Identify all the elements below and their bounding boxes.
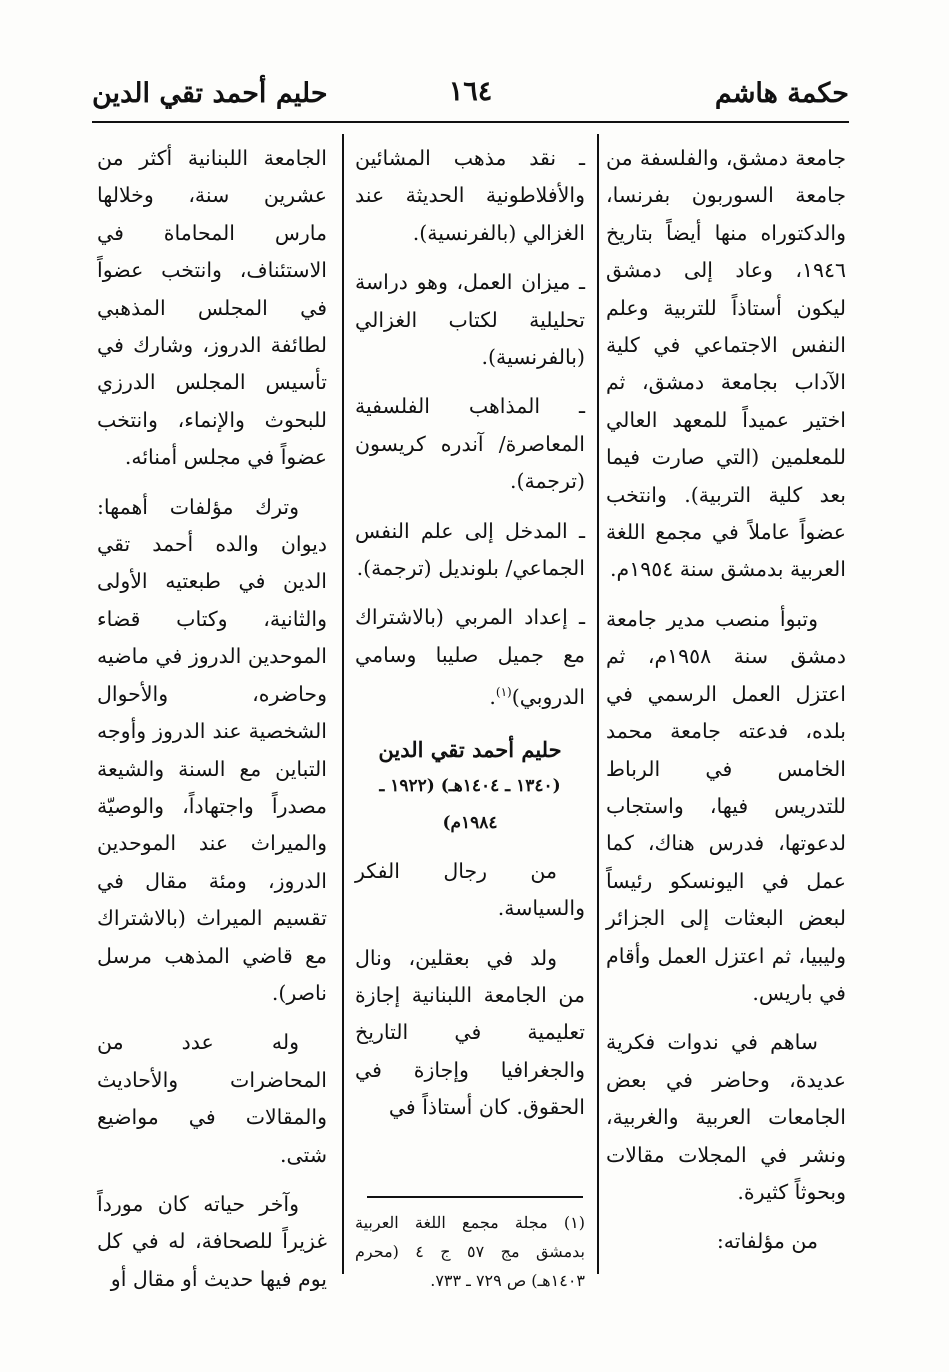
biography-dates: (١٣٤٠ ـ ١٤٠٤هـ) (١٩٢٢ ـ ١٩٨٤م) [379,775,561,834]
list-item [355,599,585,716]
paragraph: ساهم في ندوات فكرية عديدة، وحاضر في بعض الجامعات العربية والغربية، ونشر في المجلات مقالات وبحوثاً كثيرة. [606,1030,846,1204]
paragraph: وله عدد من المحاضرات والأحاديث والمقالات في مواضيع شتى. [97,1030,327,1167]
list-item: ـ نقد مذهب المشائين والأفلاطونية الحديثة عند الغزالي (بالفرنسية). [355,146,585,245]
paragraph: وتبوأ منصب مدير جامعة دمشق سنة ١٩٥٨م، ثم اعتزل العمل الرسمي في بلده، فدعته جامعة محمد الخامس في الرباط للتدريس فيها، واستجاب لدعوتها، فدرس هناك، كما عمل في اليونسكو رئيساً لبعض البعثات إلى الجزائر وليبيا، ثم اعتزل العمل وأقام في باريس. [606,606,846,1005]
column-left [97,140,327,1310]
column-divider-left [342,134,344,1274]
running-header [92,72,849,116]
works-heading: من مؤلفاته: [716,1229,818,1254]
header-rule [92,121,849,123]
list-item: ـ ميزان العمل، وهو دراسة تحليلية لكتاب الغزالي (بالفرنسية). [355,270,585,370]
footnote: (١) مجلة مجمع اللغة العربية بدمشق مج ٥٧ ج ٤ (محرم ١٤٠٣هـ) ص ٧٢٩ ـ ٧٣٣. [355,1213,585,1290]
list-item: ـ المدخل إلى علم النفس الجماعي/ بلونديل (ترجمة). [355,518,585,581]
paragraph: وآخر حياته كان مورداً غزيراً للصحافة، له في كل يوم فيها حديث أو مقال أو [97,1191,327,1291]
footnote-ref: (١) [495,685,512,700]
paragraph: الجامعة اللبنانية أكثر من عشرين سنة، وخلالها مارس المحاماة في الاستئناف، وانتخب عضواً في المجلس المذهبي لطائفة الدروز، وشارك في تأسيس المجلس الدرزي للبحوث والإنماء، وانتخب عضواً في مجلس أمنائه. [97,146,327,470]
column-right [606,140,846,1273]
list-item-text: ـ إعداد المربي (بالاشتراك مع جميل صليبا وسامي الدروبي) [355,605,585,710]
biography-title: حليم أحمد تقي الدين [378,736,562,762]
paragraph: جامعة دمشق، والفلسفة من جامعة السوربون بفرنسا، والدكتوراه منها أيضاً بتاريخ ١٩٤٦، وعاد إلى دمشق ليكون أستاذاً للتربية وعلم النفس الاجتماعي في كلية الآداب بجامعة دمشق، ثم اختير عميداً للمعهد العالي للمعلمين (التي صارت فيما بعد كلية التربية). وانتخب عضواً عاملاً في مجمع اللغة العربية بدمشق سنة ١٩٥٤م. [606,146,846,582]
list-item: ـ المذاهب الفلسفية المعاصرة/ آندره كريسون (ترجمة). [355,394,585,494]
list-item-end: . [489,685,496,710]
footnote-rule [367,1196,583,1198]
page-number: ١٦٤ [448,76,493,107]
paragraph: وترك مؤلفات أهمها: ديوان والده أحمد تقي الدين في طبعتيه الأولى والثانية، وكتاب قضاء الموحدين الدروز في ماضيه وحاضره، والأحوال الشخصية عند الدروز وأوجه التباين مع السنة والشيعة مصدراً واجتهاداً، والوصيّة والميراث عند الموحدين الدروز، ومئة مقال في تقسيم الميراث (بالاشتراك مع قاضي المذهب مرسل ناصر). [97,494,327,1005]
paragraph: من رجال الفكر والسياسة. [355,858,585,921]
paragraph: ولد في بعقلين، ونال من الجامعة اللبنانية إجازة تعليمية في التاريخ والجغرافيا وإجازة في الحقوق. كان أستاذاً في [355,945,585,1120]
column-middle [355,140,585,1139]
column-divider-right [597,134,599,1274]
header-right-name: حكمة هاشم [714,78,849,109]
header-left-name: حليم أحمد تقي الدين [92,78,328,109]
